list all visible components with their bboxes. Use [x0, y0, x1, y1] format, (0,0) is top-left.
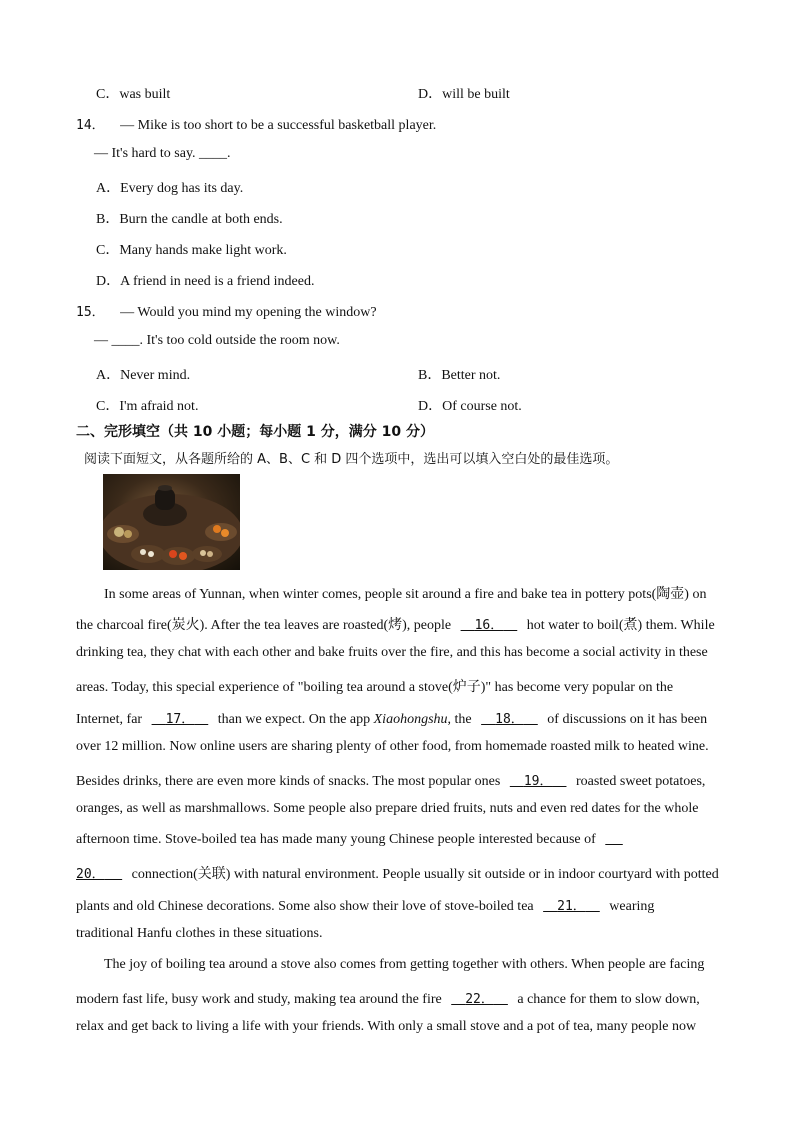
passage-text: afternoon time. Stove-boiled tea has made many young Chinese people interested because of [76, 832, 596, 847]
passage-text: modern fast life, busy work and study, making tea around the fire [76, 992, 442, 1007]
passage-line-4: areas. Today, this special experience of "boiling tea around a stove(炉子)" has become very popular on the [76, 680, 674, 695]
passage-text: a chance for them to slow down, [517, 992, 700, 1007]
q14-option-b: B．Burn the candle at both ends. [96, 212, 283, 227]
blank-19[interactable] [510, 770, 567, 790]
blank-17-label: 17． [165, 712, 195, 727]
blank-16-label: 16． [474, 618, 504, 633]
blank-20[interactable] [76, 863, 122, 883]
passage-text: connection(关联) with natural environment. People usually sit outside or in indoor courtyard with potted [131, 867, 719, 882]
passage-line-8: oranges, as well as marshmallows. Some people also prepare dried fruits, nuts and even red dates for the whole [76, 801, 699, 816]
blank-22-label: 22． [465, 992, 494, 1007]
passage-text: roasted sweet potatoes, [575, 774, 706, 789]
blank-18-label: 18． [495, 712, 524, 727]
passage-line-9 [76, 832, 623, 848]
q15-option-d: D．Of course not. [418, 399, 522, 414]
passage-line-12: traditional Hanfu clothes in these situations. [76, 926, 323, 941]
passage-line-15: relax and get back to living a life with your friends. With only a small stove and a pot of tea, many people now [76, 1019, 697, 1034]
blank-21[interactable] [543, 895, 600, 915]
passage-text: , the [447, 712, 472, 727]
passage-text: plants and old Chinese decorations. Some also show their love of stove-boiled tea [76, 899, 534, 914]
app-name: Xiaohongshu [373, 712, 448, 727]
passage-text: wearing [609, 899, 655, 914]
blank-18[interactable] [481, 708, 538, 728]
blank-19-label: 19． [523, 774, 553, 789]
q15-option-b: B．Better not. [418, 368, 501, 383]
q15-option-a: A．Never mind. [96, 368, 191, 383]
passage-line-11 [76, 895, 654, 915]
passage-line-1: In some areas of Yunnan, when winter comes, people sit around a fire and bake tea in pottery pots(陶壶) on [104, 587, 707, 602]
q15-prompt-line [76, 301, 377, 321]
q13-option-d: D．will be built [418, 87, 510, 102]
passage-line-7 [76, 770, 705, 790]
passage-text: Internet, far [76, 712, 143, 727]
passage-line-14 [76, 988, 700, 1008]
blank-20-underline [605, 832, 623, 848]
passage-line-2 [76, 614, 715, 634]
passage-text: of discussions on it has been [547, 712, 708, 727]
tea-stove-photo [103, 474, 240, 570]
q14-option-d: D．A friend in need is a friend indeed. [96, 274, 315, 289]
q13-option-c: C．was built [96, 87, 171, 102]
q15-prompt: — Would you mind my opening the window? [120, 305, 377, 320]
blank-17[interactable] [152, 708, 209, 728]
passage-line-6: over 12 million. Now online users are sharing plenty of other food, from homemade roasted milk to heated wine. [76, 739, 709, 754]
tea-stove-illustration [103, 474, 240, 570]
passage-line-13: The joy of boiling tea around a stove also comes from getting together with others. When people are facing [104, 957, 705, 972]
q14-option-c: C．Many hands make light work. [96, 243, 287, 258]
q15-reply: — ____. It's too cold outside the room now. [94, 333, 340, 348]
passage-text: hot water to boil(煮) them. While [526, 618, 715, 633]
blank-16[interactable] [461, 614, 518, 634]
blank-20-label: 20． [76, 867, 105, 882]
blank-22[interactable] [451, 988, 508, 1008]
passage-line-10 [76, 863, 719, 883]
q14-number: 14． [76, 118, 105, 133]
q15-number: 15． [76, 305, 105, 320]
passage-text: Besides drinks, there are even more kinds of snacks. The most popular ones [76, 774, 501, 789]
section-heading: 二、完形填空（共 10 小题；每小题 1 分，满分 10 分） [76, 424, 434, 440]
passage-text: than we expect. On the app [217, 712, 371, 727]
passage-text: the charcoal fire(炭火). After the tea leaves are roasted(烤), people [76, 618, 452, 633]
q15-option-c: C．I'm afraid not. [96, 399, 199, 414]
passage-line-3: drinking tea, they chat with each other and bake fruits over the fire, and this has become a social activity in these [76, 645, 708, 660]
passage-line-5 [76, 708, 707, 728]
q14-prompt: — Mike is too short to be a successful basketball player. [120, 118, 437, 133]
section-instruction: 阅读下面短文，从各题所给的 A、B、C 和 D 四个选项中，选出可以填入空白处的最佳选项。 [84, 452, 619, 467]
blank-21-label: 21． [557, 899, 586, 914]
q14-reply: — It's hard to say. ____. [94, 146, 231, 161]
q14-option-a: A．Every dog has its day. [96, 181, 244, 196]
q14-prompt-line [76, 114, 436, 134]
